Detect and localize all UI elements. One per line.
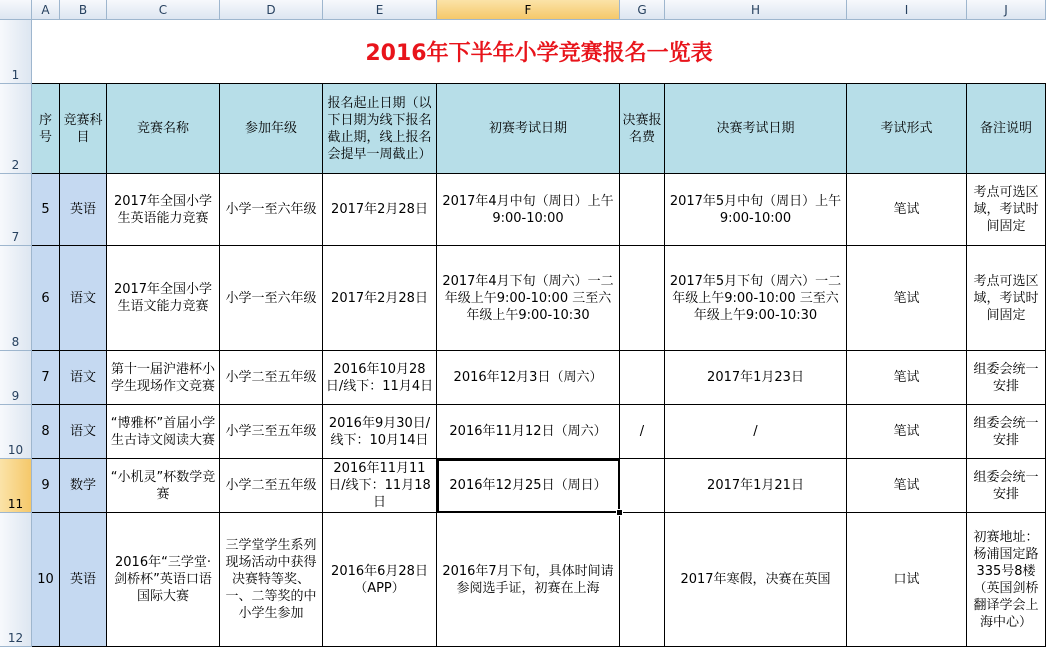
cell-note[interactable]: 组委会统一安排 <box>967 405 1046 459</box>
header-form[interactable]: 考试形式 <box>847 84 967 174</box>
header-final[interactable]: 决赛考试日期 <box>665 84 847 174</box>
header-grade[interactable]: 参加年级 <box>220 84 323 174</box>
cell-name[interactable]: 第十一届沪港杯小学生现场作文竞赛 <box>107 351 220 405</box>
cell-signup[interactable]: 2016年6月28日（APP） <box>323 513 437 647</box>
row-header-11[interactable]: 11 <box>0 459 32 513</box>
column-header-g[interactable]: G <box>620 0 665 20</box>
cell-final[interactable]: 2017年5月中旬（周日）上午9:00-10:00 <box>665 174 847 246</box>
cell-subject[interactable]: 数学 <box>60 459 107 513</box>
cell-prelim[interactable]: 2016年12月25日（周日） <box>437 459 620 513</box>
cell-prelim[interactable]: 2017年4月下旬（周六）一二年级上午9:00-10:00 三至六年级上午9:00-10:30 <box>437 246 620 351</box>
cell-prelim[interactable]: 2017年4月中旬（周日）上午9:00-10:00 <box>437 174 620 246</box>
cell-subject[interactable]: 语文 <box>60 246 107 351</box>
cell-final[interactable]: 2017年5月下旬（周六）一二年级上午9:00-10:00 三至六年级上午9:00-10:30 <box>665 246 847 351</box>
cell-final[interactable]: 2017年1月21日 <box>665 459 847 513</box>
column-header-e[interactable]: E <box>323 0 437 20</box>
row-header-8[interactable]: 8 <box>0 246 32 351</box>
cell-grade[interactable]: 三学堂学生系列现场活动中获得决赛特等奖、一、二等奖的中小学生参加 <box>220 513 323 647</box>
cell-final[interactable]: / <box>665 405 847 459</box>
cell-name[interactable]: 2017年全国小学生语文能力竞赛 <box>107 246 220 351</box>
fill-handle[interactable] <box>616 509 623 516</box>
header-seq[interactable]: 序号 <box>32 84 60 174</box>
row-header-10[interactable]: 10 <box>0 405 32 459</box>
cell-signup[interactable]: 2017年2月28日 <box>323 246 437 351</box>
cell-subject[interactable]: 英语 <box>60 513 107 647</box>
cell-seq[interactable]: 6 <box>32 246 60 351</box>
cell-signup[interactable]: 2016年10月28日/线下：11月4日 <box>323 351 437 405</box>
cell-subject[interactable]: 语文 <box>60 405 107 459</box>
cell-grade[interactable]: 小学一至六年级 <box>220 246 323 351</box>
cell-final[interactable]: 2017年寒假，决赛在英国 <box>665 513 847 647</box>
header-fee[interactable]: 决赛报名费 <box>620 84 665 174</box>
cell-seq[interactable]: 9 <box>32 459 60 513</box>
cell-note[interactable]: 考点可选区域，考试时间固定 <box>967 246 1046 351</box>
row-header-9[interactable]: 9 <box>0 351 32 405</box>
sheet-title[interactable]: 2016年下半年小学竞赛报名一览表 <box>32 20 1046 84</box>
cell-form[interactable]: 笔试 <box>847 246 967 351</box>
cell-fee[interactable] <box>620 246 665 351</box>
cell-form[interactable]: 笔试 <box>847 174 967 246</box>
column-header-h[interactable]: H <box>665 0 847 20</box>
cell-name[interactable]: 2016年“三学堂·剑桥杯”英语口语国际大赛 <box>107 513 220 647</box>
column-header-d[interactable]: D <box>220 0 323 20</box>
header-note[interactable]: 备注说明 <box>967 84 1046 174</box>
cell-fee[interactable] <box>620 351 665 405</box>
cell-seq[interactable]: 5 <box>32 174 60 246</box>
column-header-f[interactable]: F <box>437 0 620 20</box>
cell-seq[interactable]: 10 <box>32 513 60 647</box>
cell-note[interactable]: 组委会统一安排 <box>967 459 1046 513</box>
row-header-1[interactable]: 1 <box>0 20 32 84</box>
cell-prelim[interactable]: 2016年11月12日（周六） <box>437 405 620 459</box>
cell-subject[interactable]: 英语 <box>60 174 107 246</box>
header-subject[interactable]: 竞赛科目 <box>60 84 107 174</box>
cell-name[interactable]: “博雅杯”首届小学生古诗文阅读大赛 <box>107 405 220 459</box>
cell-fee[interactable] <box>620 459 665 513</box>
cell-fee[interactable] <box>620 513 665 647</box>
row-header-7[interactable]: 7 <box>0 174 32 246</box>
cell-form[interactable]: 笔试 <box>847 351 967 405</box>
column-header-i[interactable]: I <box>847 0 967 20</box>
cell-grid <box>32 20 1046 647</box>
column-header-c[interactable]: C <box>107 0 220 20</box>
cell-prelim[interactable]: 2016年7月下旬，具体时间请参阅选手证，初赛在上海 <box>437 513 620 647</box>
cell-seq[interactable]: 7 <box>32 351 60 405</box>
cell-name[interactable]: “小机灵”杯数学竞赛 <box>107 459 220 513</box>
cell-final[interactable]: 2017年1月23日 <box>665 351 847 405</box>
cell-fee[interactable]: / <box>620 405 665 459</box>
cell-name[interactable]: 2017年全国小学生英语能力竞赛 <box>107 174 220 246</box>
row-header-2[interactable]: 2 <box>0 84 32 174</box>
select-all-corner[interactable] <box>0 0 32 20</box>
cell-grade[interactable]: 小学二至五年级 <box>220 351 323 405</box>
cell-subject[interactable]: 语文 <box>60 351 107 405</box>
cell-signup[interactable]: 2016年9月30日/线下：10月14日 <box>323 405 437 459</box>
header-name[interactable]: 竞赛名称 <box>107 84 220 174</box>
cell-grade[interactable]: 小学三至五年级 <box>220 405 323 459</box>
header-signup[interactable]: 报名起止日期（以下日期为线下报名截止期，线上报名会提早一周截止） <box>323 84 437 174</box>
cell-form[interactable]: 笔试 <box>847 405 967 459</box>
cell-note[interactable]: 初赛地址：杨浦国定路335号8楼（英国剑桥翻译学会上海中心） <box>967 513 1046 647</box>
column-header-a[interactable]: A <box>32 0 60 20</box>
cell-grade[interactable]: 小学一至六年级 <box>220 174 323 246</box>
cell-form[interactable]: 口试 <box>847 513 967 647</box>
cell-grade[interactable]: 小学二至五年级 <box>220 459 323 513</box>
cell-fee[interactable] <box>620 174 665 246</box>
cell-seq[interactable]: 8 <box>32 405 60 459</box>
cell-form[interactable]: 笔试 <box>847 459 967 513</box>
cell-signup[interactable]: 2016年11月11日/线下：11月18日 <box>323 459 437 513</box>
cell-signup[interactable]: 2017年2月28日 <box>323 174 437 246</box>
header-prelim[interactable]: 初赛考试日期 <box>437 84 620 174</box>
column-header-b[interactable]: B <box>60 0 107 20</box>
cell-note[interactable]: 考点可选区域，考试时间固定 <box>967 174 1046 246</box>
row-header-12[interactable]: 12 <box>0 513 32 647</box>
cell-prelim[interactable]: 2016年12月3日（周六） <box>437 351 620 405</box>
column-header-j[interactable]: J <box>967 0 1046 20</box>
cell-note[interactable]: 组委会统一安排 <box>967 351 1046 405</box>
